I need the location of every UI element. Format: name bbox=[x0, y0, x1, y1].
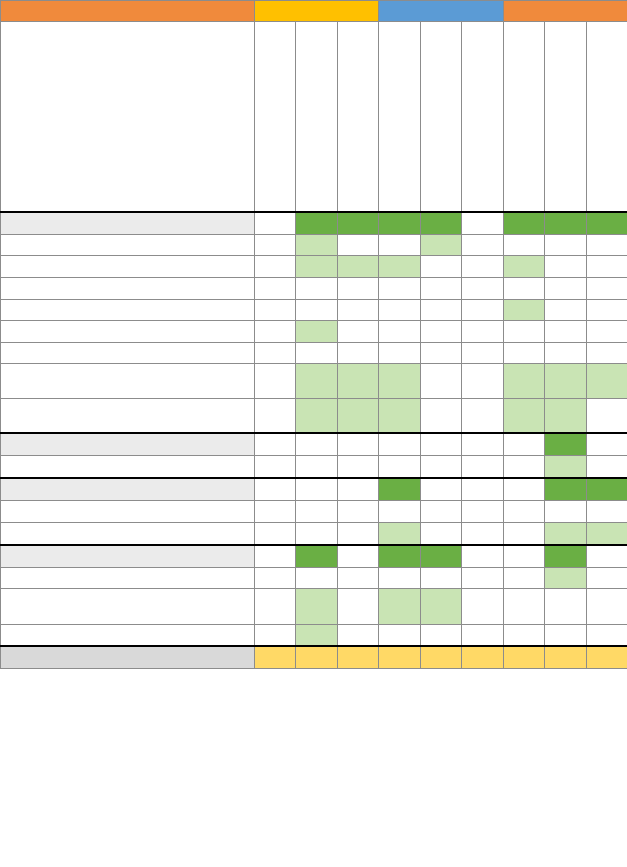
legend-item bbox=[0, 773, 627, 829]
effect-cell bbox=[545, 398, 587, 433]
empty-cell bbox=[296, 456, 338, 478]
count-cell bbox=[504, 212, 545, 235]
total-cell bbox=[338, 646, 379, 669]
empty-cell bbox=[296, 500, 338, 523]
empty-cell bbox=[587, 299, 627, 321]
empty-cell bbox=[338, 545, 379, 568]
legend-swatch-yellow bbox=[0, 717, 127, 773]
empty-cell bbox=[421, 342, 462, 363]
empty-cell bbox=[255, 433, 296, 456]
empty-cell bbox=[504, 567, 545, 589]
row-label bbox=[1, 523, 255, 545]
row-label bbox=[1, 624, 255, 646]
effect-cell bbox=[504, 256, 545, 278]
effect-cell bbox=[338, 363, 379, 398]
general-row bbox=[1, 646, 627, 669]
empty-cell bbox=[338, 478, 379, 501]
effect-cell bbox=[545, 456, 587, 478]
empty-cell bbox=[504, 433, 545, 456]
empty-cell bbox=[379, 500, 421, 523]
empty-cell bbox=[587, 342, 627, 363]
empty-cell bbox=[296, 567, 338, 589]
effect-cell bbox=[296, 363, 338, 398]
count-cell bbox=[296, 212, 338, 235]
table-row bbox=[1, 256, 627, 278]
count-cell bbox=[587, 478, 627, 501]
row-label bbox=[1, 478, 255, 501]
column-header bbox=[587, 22, 627, 212]
total-cell bbox=[421, 646, 462, 669]
empty-cell bbox=[421, 256, 462, 278]
empty-cell bbox=[379, 567, 421, 589]
effect-cell bbox=[296, 321, 338, 343]
column-header bbox=[379, 22, 421, 212]
empty-cell bbox=[462, 256, 504, 278]
total-cell bbox=[462, 646, 504, 669]
row-label bbox=[1, 646, 255, 669]
section-row bbox=[1, 478, 627, 501]
empty-cell bbox=[421, 567, 462, 589]
empty-cell bbox=[421, 523, 462, 545]
empty-cell bbox=[462, 278, 504, 300]
column-header bbox=[504, 22, 545, 212]
effect-cell bbox=[379, 398, 421, 433]
empty-cell bbox=[255, 278, 296, 300]
row-label bbox=[1, 567, 255, 589]
empty-cell bbox=[255, 342, 296, 363]
count-cell bbox=[545, 545, 587, 568]
effect-cell bbox=[504, 299, 545, 321]
empty-cell bbox=[587, 624, 627, 646]
empty-cell bbox=[338, 433, 379, 456]
empty-cell bbox=[379, 299, 421, 321]
empty-cell bbox=[545, 624, 587, 646]
row-label bbox=[1, 589, 255, 624]
empty-cell bbox=[587, 398, 627, 433]
empty-cell bbox=[379, 342, 421, 363]
empty-cell bbox=[379, 234, 421, 256]
row-label bbox=[1, 321, 255, 343]
empty-cell bbox=[504, 342, 545, 363]
empty-cell bbox=[255, 212, 296, 235]
empty-cell bbox=[462, 321, 504, 343]
empty-cell bbox=[462, 398, 504, 433]
empty-cell bbox=[421, 299, 462, 321]
column-header bbox=[462, 22, 504, 212]
count-cell bbox=[379, 212, 421, 235]
empty-cell bbox=[296, 342, 338, 363]
empty-cell bbox=[545, 256, 587, 278]
effect-cell bbox=[296, 624, 338, 646]
empty-cell bbox=[587, 321, 627, 343]
empty-cell bbox=[462, 234, 504, 256]
group-header-row bbox=[1, 1, 627, 22]
empty-cell bbox=[587, 545, 627, 568]
empty-cell bbox=[338, 342, 379, 363]
empty-cell bbox=[421, 398, 462, 433]
legend-item bbox=[0, 829, 627, 867]
empty-cell bbox=[421, 500, 462, 523]
empty-cell bbox=[462, 567, 504, 589]
outcome-categories-label bbox=[1, 22, 255, 212]
empty-cell bbox=[587, 433, 627, 456]
effect-cell bbox=[379, 363, 421, 398]
empty-cell bbox=[296, 278, 338, 300]
empty-cell bbox=[587, 256, 627, 278]
row-label bbox=[1, 234, 255, 256]
legend bbox=[0, 672, 627, 867]
row-label bbox=[1, 398, 255, 433]
empty-cell bbox=[462, 342, 504, 363]
effect-cell bbox=[421, 589, 462, 624]
empty-cell bbox=[504, 523, 545, 545]
empty-cell bbox=[462, 545, 504, 568]
empty-cell bbox=[462, 589, 504, 624]
empty-cell bbox=[338, 234, 379, 256]
empty-cell bbox=[255, 523, 296, 545]
row-label bbox=[1, 299, 255, 321]
empty-cell bbox=[462, 523, 504, 545]
empty-cell bbox=[338, 278, 379, 300]
empty-cell bbox=[462, 433, 504, 456]
empty-cell bbox=[421, 433, 462, 456]
table-row bbox=[1, 363, 627, 398]
empty-cell bbox=[462, 500, 504, 523]
row-label bbox=[1, 456, 255, 478]
empty-cell bbox=[338, 589, 379, 624]
effect-cell bbox=[545, 363, 587, 398]
total-cell bbox=[255, 646, 296, 669]
effect-cell bbox=[296, 398, 338, 433]
row-label bbox=[1, 500, 255, 523]
empty-cell bbox=[504, 545, 545, 568]
empty-cell bbox=[338, 567, 379, 589]
section-row bbox=[1, 212, 627, 235]
empty-cell bbox=[255, 256, 296, 278]
empty-cell bbox=[296, 523, 338, 545]
table-row bbox=[1, 398, 627, 433]
table-row bbox=[1, 278, 627, 300]
table-row bbox=[1, 589, 627, 624]
column-header bbox=[338, 22, 379, 212]
empty-cell bbox=[379, 278, 421, 300]
empty-cell bbox=[504, 500, 545, 523]
empty-cell bbox=[587, 278, 627, 300]
empty-cell bbox=[338, 624, 379, 646]
empty-cell bbox=[255, 363, 296, 398]
empty-cell bbox=[421, 624, 462, 646]
effect-cell bbox=[296, 234, 338, 256]
effect-cell bbox=[504, 398, 545, 433]
count-cell bbox=[587, 212, 627, 235]
empty-cell bbox=[255, 478, 296, 501]
table-row bbox=[1, 567, 627, 589]
empty-cell bbox=[338, 299, 379, 321]
column-header bbox=[255, 22, 296, 212]
empty-cell bbox=[421, 478, 462, 501]
total-cell bbox=[379, 646, 421, 669]
empty-cell bbox=[587, 567, 627, 589]
count-cell bbox=[545, 478, 587, 501]
column-header bbox=[421, 22, 462, 212]
total-cell bbox=[545, 646, 587, 669]
effect-cell bbox=[296, 256, 338, 278]
empty-cell bbox=[255, 321, 296, 343]
count-cell bbox=[338, 212, 379, 235]
effect-cell bbox=[379, 256, 421, 278]
row-label bbox=[1, 545, 255, 568]
section-row bbox=[1, 433, 627, 456]
empty-cell bbox=[545, 278, 587, 300]
empty-cell bbox=[545, 589, 587, 624]
empty-cell bbox=[504, 278, 545, 300]
empty-cell bbox=[587, 234, 627, 256]
group-header-resources bbox=[255, 1, 379, 22]
dimensions-label bbox=[1, 1, 255, 22]
row-label bbox=[1, 433, 255, 456]
table-row bbox=[1, 624, 627, 646]
table-row bbox=[1, 321, 627, 343]
effect-cell bbox=[421, 234, 462, 256]
empty-cell bbox=[255, 398, 296, 433]
effect-cell bbox=[587, 363, 627, 398]
table-row bbox=[1, 342, 627, 363]
effect-cell bbox=[587, 523, 627, 545]
effect-cell bbox=[504, 363, 545, 398]
effect-cell bbox=[296, 589, 338, 624]
matrix-body bbox=[1, 212, 627, 669]
empty-cell bbox=[255, 624, 296, 646]
empty-cell bbox=[255, 545, 296, 568]
count-cell bbox=[421, 545, 462, 568]
empty-cell bbox=[462, 299, 504, 321]
empty-cell bbox=[421, 363, 462, 398]
empty-cell bbox=[462, 363, 504, 398]
empty-cell bbox=[587, 589, 627, 624]
empty-cell bbox=[504, 478, 545, 501]
empty-cell bbox=[255, 456, 296, 478]
empty-cell bbox=[338, 321, 379, 343]
effect-cell bbox=[379, 589, 421, 624]
empty-cell bbox=[462, 624, 504, 646]
empty-cell bbox=[504, 456, 545, 478]
empty-cell bbox=[255, 500, 296, 523]
empty-cell bbox=[545, 299, 587, 321]
count-cell bbox=[545, 433, 587, 456]
table-row bbox=[1, 234, 627, 256]
legend-swatch-light-green bbox=[0, 829, 127, 867]
empty-cell bbox=[379, 456, 421, 478]
total-cell bbox=[587, 646, 627, 669]
row-label bbox=[1, 256, 255, 278]
empty-cell bbox=[504, 589, 545, 624]
section-row bbox=[1, 545, 627, 568]
row-label bbox=[1, 278, 255, 300]
effect-cell bbox=[379, 523, 421, 545]
total-cell bbox=[504, 646, 545, 669]
empty-cell bbox=[338, 523, 379, 545]
empty-cell bbox=[545, 321, 587, 343]
empty-cell bbox=[421, 278, 462, 300]
legend-item bbox=[0, 717, 627, 773]
empty-cell bbox=[338, 456, 379, 478]
empty-cell bbox=[379, 433, 421, 456]
empty-cell bbox=[255, 589, 296, 624]
row-label bbox=[1, 342, 255, 363]
empty-cell bbox=[587, 456, 627, 478]
count-cell bbox=[296, 545, 338, 568]
total-cell bbox=[296, 646, 338, 669]
empty-cell bbox=[338, 500, 379, 523]
column-header bbox=[296, 22, 338, 212]
group-header-agency bbox=[379, 1, 504, 22]
empty-cell bbox=[504, 321, 545, 343]
empty-cell bbox=[421, 321, 462, 343]
row-label bbox=[1, 212, 255, 235]
table-row bbox=[1, 523, 627, 545]
row-label bbox=[1, 363, 255, 398]
count-cell bbox=[379, 478, 421, 501]
empty-cell bbox=[296, 299, 338, 321]
empty-cell bbox=[462, 478, 504, 501]
table-row bbox=[1, 500, 627, 523]
table-row bbox=[1, 456, 627, 478]
empty-cell bbox=[296, 433, 338, 456]
empty-cell bbox=[545, 234, 587, 256]
count-cell bbox=[421, 212, 462, 235]
empty-cell bbox=[255, 567, 296, 589]
effect-cell bbox=[545, 523, 587, 545]
empty-cell bbox=[504, 624, 545, 646]
effect-cell bbox=[338, 398, 379, 433]
empty-cell bbox=[462, 456, 504, 478]
count-cell bbox=[379, 545, 421, 568]
column-header-row bbox=[1, 22, 627, 212]
empty-cell bbox=[255, 299, 296, 321]
legend-swatch-dark-green bbox=[0, 773, 127, 829]
effect-cell bbox=[338, 256, 379, 278]
empty-cell bbox=[421, 456, 462, 478]
empty-cell bbox=[296, 478, 338, 501]
empty-cell bbox=[587, 500, 627, 523]
effect-cell bbox=[545, 567, 587, 589]
count-cell bbox=[545, 212, 587, 235]
empty-cell bbox=[545, 500, 587, 523]
column-header bbox=[545, 22, 587, 212]
group-header-achievement bbox=[504, 1, 627, 22]
empty-cell bbox=[462, 212, 504, 235]
table-row bbox=[1, 299, 627, 321]
empty-cell bbox=[504, 234, 545, 256]
empty-cell bbox=[379, 624, 421, 646]
empty-cell bbox=[379, 321, 421, 343]
empty-cell bbox=[545, 342, 587, 363]
empty-cell bbox=[255, 234, 296, 256]
